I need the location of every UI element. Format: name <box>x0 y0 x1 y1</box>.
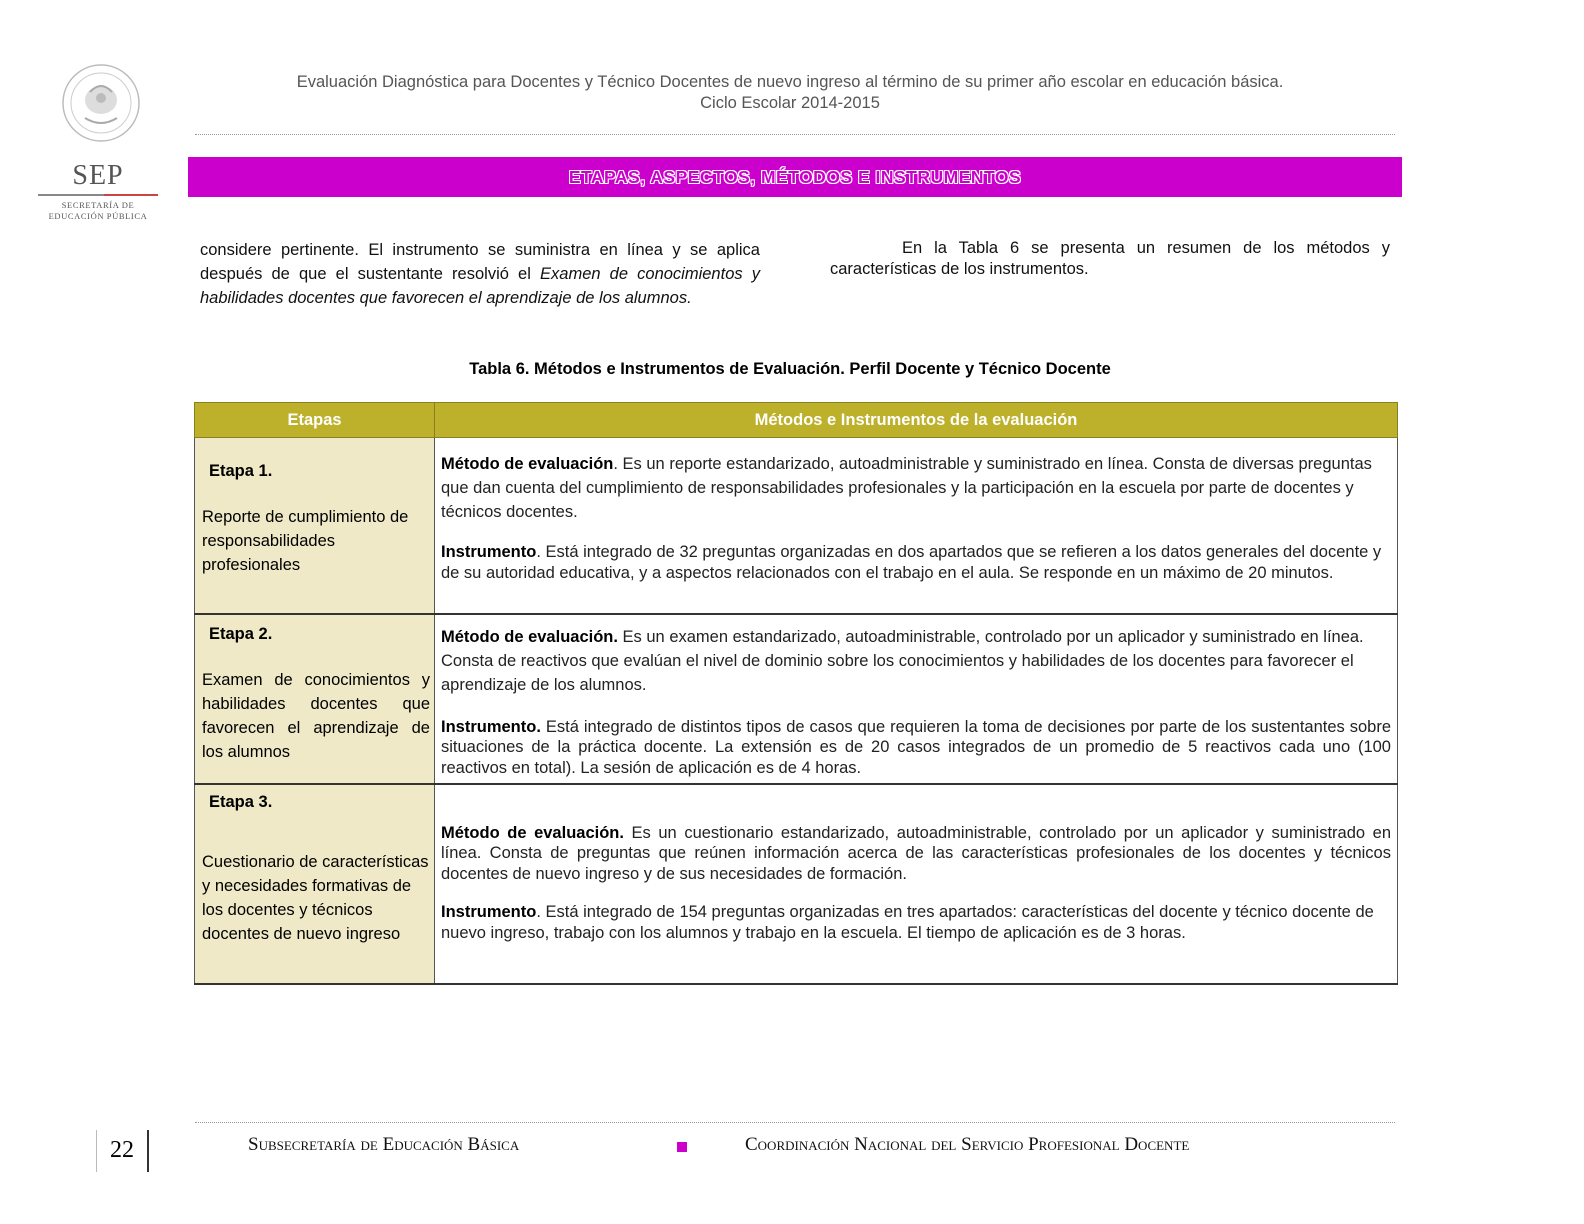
stage-cell <box>195 784 435 984</box>
document-header-subtitle: Ciclo Escolar 2014-2015 <box>700 94 880 112</box>
intro-paragraph-right: En la Tabla 6 se presenta un resumen de los métodos y características de los instrumentos. <box>830 239 1390 278</box>
instrument-label: Instrumento <box>441 903 537 921</box>
table-row <box>195 784 1398 984</box>
stage-description: Cuestionario de características y necesidades formativas de los docentes y técnicos docentes de nuevo ingreso <box>202 852 429 943</box>
stage-cell <box>195 614 435 784</box>
instrument-label: Instrumento. <box>441 717 541 736</box>
method-label: Método de evaluación <box>441 455 614 473</box>
footer-bullet-icon <box>677 1142 687 1152</box>
intro-paragraph-left <box>200 238 760 310</box>
instrument-paragraph <box>435 902 1397 943</box>
footer-left-text: Subsecretaría de Educación Básica <box>248 1134 520 1155</box>
sep-abbreviation: SEP <box>72 160 124 191</box>
stage-description: Reporte de cumplimiento de responsabilidades profesionales <box>202 508 409 574</box>
method-label: Método de evaluación. <box>441 627 618 646</box>
sep-logo <box>32 150 164 230</box>
table-header-row <box>195 403 1398 438</box>
footer-divider <box>195 1122 1395 1123</box>
method-paragraph <box>435 452 1397 524</box>
stage-description: Examen de conocimientos y habilidades docentes que favorecen el aprendizaje de los alumnos <box>202 670 430 761</box>
methods-cell <box>435 614 1398 784</box>
table-row <box>195 614 1398 784</box>
instrument-paragraph <box>435 717 1397 779</box>
instrument-text: . Está integrado de 154 preguntas organizadas en tres apartados: características del docente y técnico docente de nuevo ingreso, trabajo con los alumnos y trabajo en la escuela. El tiempo de aplicación es de 3 horas. <box>441 903 1374 942</box>
methods-cell <box>435 784 1398 984</box>
header-stages: Etapas <box>195 403 435 438</box>
instrument-text: . Está integrado de 32 preguntas organizadas en dos apartados que se refieren a los datos generales del docente y de su autoridad educativa, y a aspectos relacionados con el trabajo en el aula. Se responde en un máximo de 20 minutos. <box>441 543 1382 582</box>
national-seal-logo <box>60 62 142 144</box>
stage-cell <box>195 438 435 614</box>
intro-left-italic-title: Examen de conocimientos y habilidades docentes que favorecen el aprendizaje de los alumnos. <box>200 265 760 307</box>
section-banner <box>188 157 1402 197</box>
stage-title: Etapa 1. <box>209 462 273 480</box>
intro-left-text: considere pertinente. El instrumento se suministra en línea y se aplica después de que el sustentante resolvió el <box>200 241 760 283</box>
methods-table <box>194 402 1398 985</box>
sep-subtitle-line2: EDUCACIÓN PÚBLICA <box>48 211 148 221</box>
methods-cell <box>435 438 1398 614</box>
sep-logo-divider <box>38 194 158 196</box>
method-label: Método de evaluación. <box>441 823 624 842</box>
section-banner-title: ETAPAS, ASPECTOS, MÉTODOS E INSTRUMENTOS <box>568 167 1022 187</box>
method-paragraph <box>435 823 1397 885</box>
method-text: . Es un reporte estandarizado, autoadministrable y suministrado en línea. Consta de diversas preguntas que dan cuenta del cumplimiento de responsabilidades profesionales y la participación en la escuela por parte de docentes y técnicos docentes. <box>441 455 1372 521</box>
stage-title: Etapa 2. <box>209 624 273 643</box>
instrument-text: Está integrado de distintos tipos de casos que requieren la toma de decisiones por parte de los sustentantes sobre situaciones de la práctica docente. La extensión es de 20 casos integrados de un promedio de 5 reactivos cada uno (100 reactivos en total). La sesión de aplicación es de 4 horas. <box>441 717 1391 777</box>
sep-subtitle-line1: SECRETARÍA DE <box>61 200 135 210</box>
footer-right-text: Coordinación Nacional del Servicio Profesional Docente <box>745 1134 1190 1155</box>
page-number: 22 <box>96 1130 149 1172</box>
header-methods: Métodos e Instrumentos de la evaluación <box>435 403 1398 438</box>
instrument-paragraph <box>435 542 1397 583</box>
table-row <box>195 438 1398 614</box>
method-text: Es un examen estandarizado, autoadministrable, controlado por un aplicador y suministrado en línea. Consta de reactivos que evalúan el nivel de dominio sobre los conocimientos y habilidades de los docentes para favorecer el aprendizaje de los alumnos. <box>441 627 1364 694</box>
method-text: Es un cuestionario estandarizado, autoadministrable, controlado por un aplicador y suministrado en línea. Consta de preguntas que reúnen información acerca de las características profesionales de los docentes y técnicos docentes de nuevo ingreso y de sus necesidades de formación. <box>441 823 1391 883</box>
document-header-title: Evaluación Diagnóstica para Docentes y Técnico Docentes de nuevo ingreso al término de su primer año escolar en educación básica. <box>296 73 1284 91</box>
stage-title: Etapa 3. <box>209 792 273 811</box>
table-caption: Tabla 6. Métodos e Instrumentos de Evaluación. Perfil Docente y Técnico Docente <box>469 360 1111 378</box>
method-paragraph <box>435 625 1397 697</box>
instrument-label: Instrumento <box>441 543 537 561</box>
header-divider <box>195 134 1395 135</box>
